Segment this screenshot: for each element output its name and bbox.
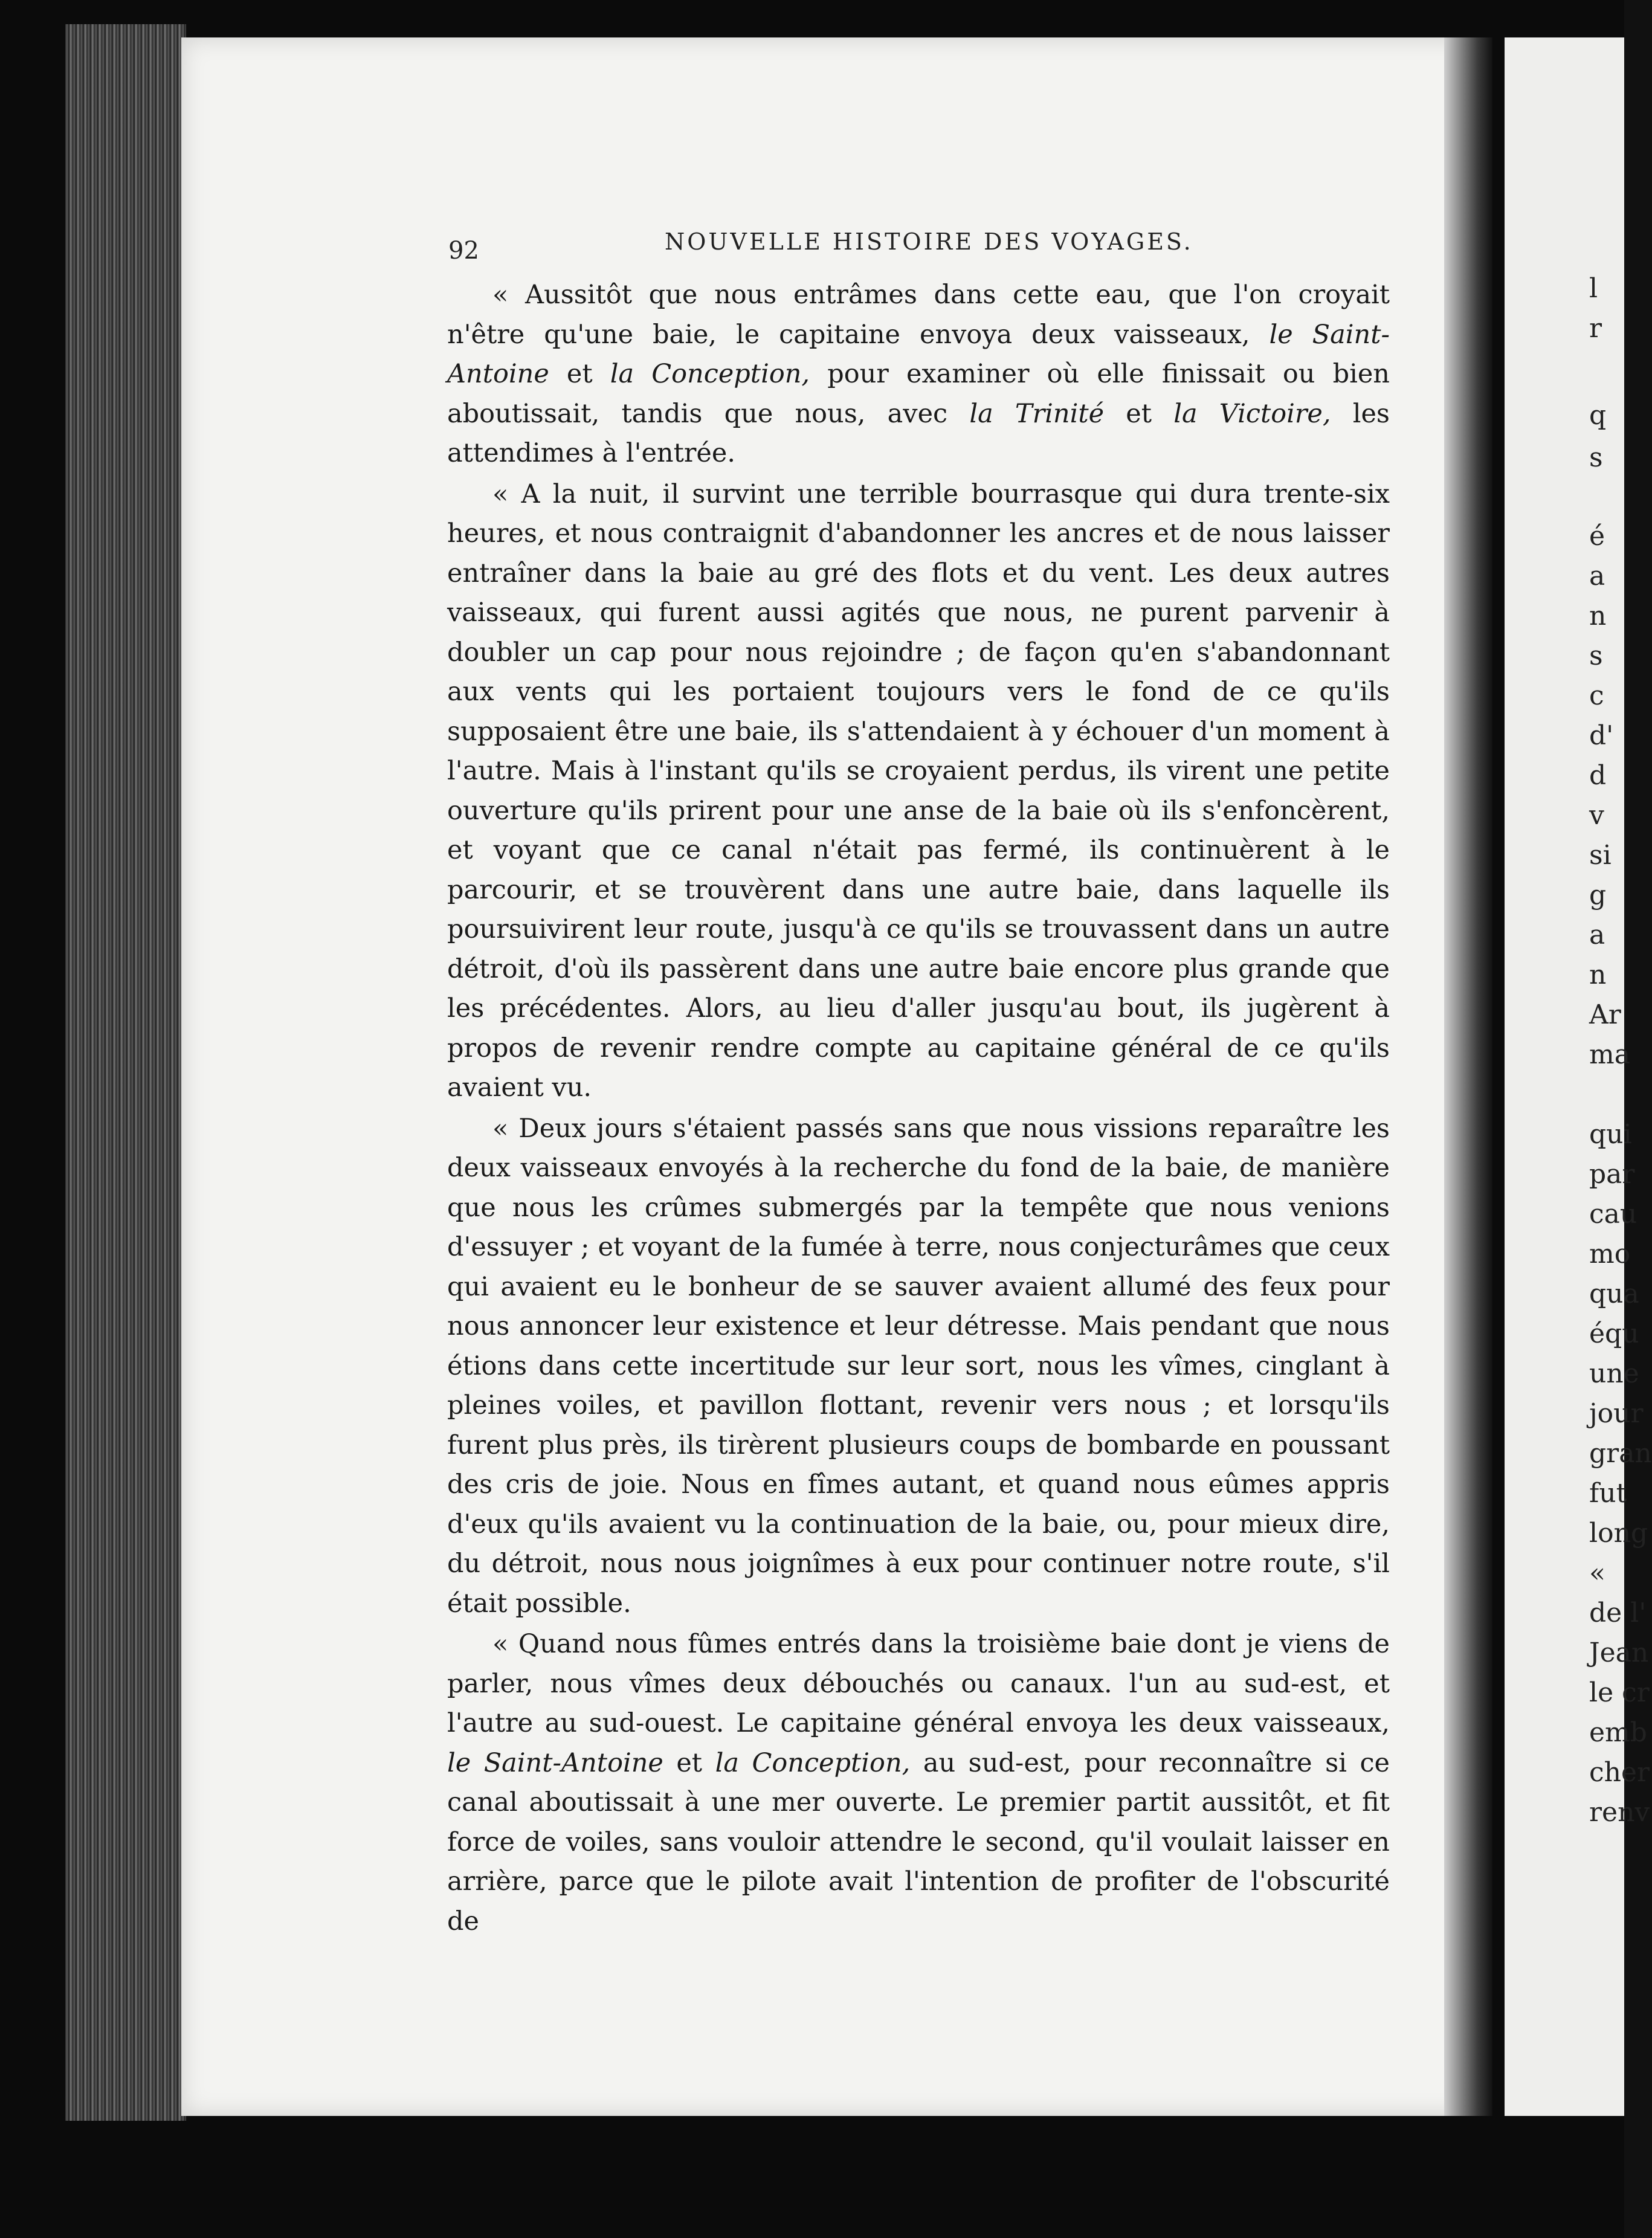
facing-page-fragment: fut: [1589, 1478, 1627, 1509]
facing-page-fragment: emb: [1589, 1717, 1647, 1748]
facing-page-fragment: n: [1589, 601, 1607, 631]
facing-page-fragment: n: [1589, 959, 1607, 990]
book-gutter: [1444, 37, 1492, 2116]
facing-page-fragment: ma: [1589, 1039, 1630, 1070]
facing-page-fragment: g: [1589, 880, 1607, 911]
body-text: [447, 276, 1390, 1943]
facing-page-fragment: r: [1589, 313, 1602, 344]
text-run: et: [1104, 398, 1174, 429]
text-run: pour examiner où elle finissait ou bien aboutissait, tandis que nous, avec: [447, 359, 1390, 429]
facing-page-fragment: si: [1589, 840, 1612, 871]
page-number: 92: [448, 237, 479, 265]
facing-page-fragment: «: [1589, 1558, 1605, 1588]
italic-ship-name: la Conception,: [715, 1747, 911, 1778]
paragraph: [447, 1625, 1390, 1941]
facing-page-fragment: long: [1589, 1518, 1648, 1549]
facing-page-fragment: jour: [1589, 1398, 1644, 1429]
text-run: « A la nuit, il survint une terrible bourrasque qui dura trente-six heures, et nous contraignit d'abandonner les ancres et de nous laisser entraîner dans la baie au gré des flots et du vent. Les deux autres vaisseaux, qui furent aussi agités que nous, ne purent parvenir à doubler un cap pour nous rejoindre ; de façon qu'en s'abandonnant aux vents qui les portaient toujours vers le fond de ce qu'ils supposaient être une baie, ils s'attendaient à y échouer d'un moment à l'autre. Mais à l'instant qu'ils se croyaient perdus, ils virent une petite ouverture qu'ils prirent pour une anse de la baie où ils s'enfoncèrent, et voyant que ce canal n'était pas fermé, ils continuèrent à le parcourir, et se trouvèrent dans une autre baie, dans laquelle ils poursuivirent leur route, jusqu'à ce qu'ils se trouvassent dans un autre détroit, d'où ils passèrent dans une autre baie encore plus grande que les précédentes. Alors, au lieu d'aller jusqu'au bout, ils jugèrent à propos de revenir rendre compte au capitaine général de ce qu'ils avaient vu.: [447, 479, 1390, 1103]
facing-page-fragment: v: [1589, 800, 1604, 831]
text-run: « Deux jours s'étaient passés sans que nous vissions reparaître les deux vaisseaux envoyés à la recherche du fond de la baie, de manière que nous les crûmes submergés par la tempête que nous venions d'essuyer ; et voyant de la fumée à terre, nous conjecturâmes que ceux qui avaient eu le bonheur de se sauver avaient allumé des feux pour nous annoncer leur existence et leur détresse. Mais pendant que nous étions dans cette incertitude sur leur sort, nous les vîmes, cinglant à pleines voiles, et pavillon flottant, revenir vers nous ; et lorsqu'ils furent plus près, ils tirèrent plusieurs coups de bombarde en poussant des cris de joie. Nous en fîmes autant, et quand nous eûmes appris d'eux qu'ils avaient vu la continuation de la baie, ou, pour mieux dire, du détroit, nous nous joignîmes à eux pour continuer notre route, s'il était possible.: [447, 1113, 1390, 1619]
facing-page-fragment: a: [1589, 920, 1605, 950]
text-run: « Quand nous fûmes entrés dans la troisième baie dont je viens de parler, nous vîmes deux débouchés ou canaux. l'un au sud-est, et l'autre au sud-ouest. Le capitaine général envoya les deux vaisseaux,: [447, 1629, 1390, 1738]
text-run: les attendimes à l'entrée.: [447, 398, 1390, 468]
facing-page-fragment: d': [1589, 720, 1614, 751]
facing-page-fragment: c: [1589, 680, 1604, 711]
facing-page-fragment: é: [1589, 521, 1605, 552]
italic-ship-name: le Saint-Antoine: [447, 319, 1390, 389]
facing-page-fragment: qui: [1589, 1119, 1632, 1150]
facing-page-fragment: d: [1589, 760, 1607, 791]
facing-page-fragment: gran: [1589, 1438, 1652, 1469]
italic-ship-name: la Trinité: [969, 398, 1105, 429]
facing-page-fragment: s: [1589, 640, 1603, 671]
facing-page-fragment: renv: [1589, 1797, 1650, 1828]
facing-page-fragment: le cr: [1589, 1677, 1650, 1708]
text-run: au sud-est, pour reconnaître si ce canal aboutissait à une mer ouverte. Le premier partit aussitôt, et fit force de voiles, sans vouloir attendre le second, qu'il voulait laisser en arrière, parce que le pilote avait l'intention de profiter de l'obscurité de: [447, 1747, 1390, 1936]
facing-page-fragment: q: [1589, 400, 1607, 431]
paragraph: [447, 475, 1390, 1108]
facing-page-fragment: qua: [1589, 1279, 1639, 1309]
facing-page-fragment: cher: [1589, 1757, 1650, 1788]
facing-page-fragment: Ar: [1589, 999, 1621, 1030]
facing-page-fragment: cau: [1589, 1199, 1637, 1230]
running-title: NOUVELLE HISTOIRE DES VOYAGES.: [665, 228, 1193, 255]
facing-page-fragment: mo: [1589, 1239, 1631, 1269]
facing-page-fragment: l: [1589, 273, 1598, 304]
facing-page-fragment: par: [1589, 1159, 1635, 1190]
facing-page: [1505, 37, 1652, 2116]
paragraph: [447, 1109, 1390, 1624]
italic-ship-name: la Conception,: [610, 359, 810, 389]
paragraph: [447, 276, 1390, 474]
text-run: et: [663, 1747, 715, 1778]
facing-page-fragment: s: [1589, 442, 1603, 473]
facing-page-fragment: de l': [1589, 1598, 1647, 1628]
facing-page-fragment: équ: [1589, 1318, 1639, 1349]
italic-ship-name: le Saint-Antoine: [447, 1747, 663, 1778]
facing-page-fragment: Jean: [1589, 1637, 1649, 1668]
facing-page-fragment: une: [1589, 1358, 1639, 1389]
text-run: « Aussitôt que nous entrâmes dans cette eau, que l'on croyait n'être qu'une baie, le capitaine envoya deux vaisseaux,: [447, 280, 1390, 350]
facing-page-fragment: a: [1589, 561, 1605, 592]
book-page-edges: [65, 24, 186, 2121]
italic-ship-name: la Victoire,: [1173, 398, 1331, 429]
text-run: et: [549, 359, 610, 389]
